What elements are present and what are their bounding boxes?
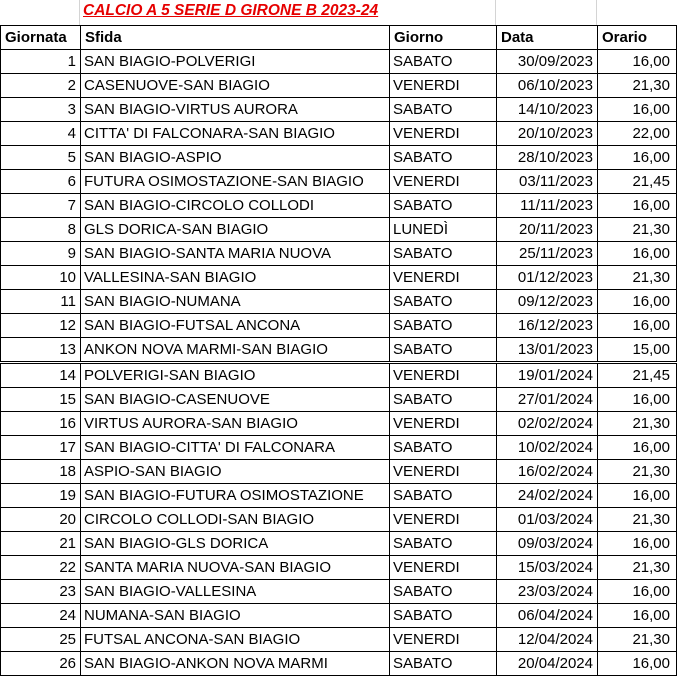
header-sfida[interactable]: Sfida xyxy=(81,26,390,50)
cell-sfida[interactable]: VALLESINA-SAN BIAGIO xyxy=(81,266,390,290)
cell-sfida[interactable]: FUTURA OSIMOSTAZIONE-SAN BIAGIO xyxy=(81,170,390,194)
cell-giorno[interactable]: VENERDI xyxy=(390,460,497,484)
cell-giorno[interactable]: SABATO xyxy=(390,50,497,74)
cell-sfida[interactable]: SAN BIAGIO-NUMANA xyxy=(81,290,390,314)
cell-giorno[interactable]: SABATO xyxy=(390,242,497,266)
cell-orario[interactable]: 21,30 xyxy=(598,460,677,484)
cell-data[interactable]: 01/03/2024 xyxy=(497,508,598,532)
table-row xyxy=(1,484,677,508)
cell-giorno[interactable]: VENERDI xyxy=(390,170,497,194)
cell-giornata[interactable]: 22 xyxy=(1,556,81,580)
grid-cell xyxy=(496,0,597,25)
cell-giorno[interactable]: VENERDI xyxy=(390,122,497,146)
cell-orario[interactable]: 21,30 xyxy=(598,508,677,532)
cell-orario[interactable]: 16,00 xyxy=(598,580,677,604)
cell-giorno[interactable]: VENERDI xyxy=(390,266,497,290)
cell-giorno[interactable]: VENERDI xyxy=(390,508,497,532)
table-row xyxy=(1,218,677,242)
cell-giornata[interactable]: 9 xyxy=(1,242,81,266)
cell-sfida[interactable]: POLVERIGI-SAN BIAGIO xyxy=(81,363,390,388)
cell-orario[interactable]: 21,45 xyxy=(598,170,677,194)
cell-giornata[interactable]: 6 xyxy=(1,170,81,194)
cell-giornata[interactable]: 2 xyxy=(1,74,81,98)
cell-data[interactable]: 06/10/2023 xyxy=(497,74,598,98)
table-row xyxy=(1,242,677,266)
cell-orario[interactable]: 21,30 xyxy=(598,628,677,652)
cell-giornata[interactable]: 18 xyxy=(1,460,81,484)
table-row xyxy=(1,314,677,338)
grid-cell xyxy=(388,0,496,25)
table-row xyxy=(1,50,677,74)
cell-giorno[interactable]: SABATO xyxy=(390,290,497,314)
cell-orario[interactable]: 16,00 xyxy=(598,388,677,412)
cell-giornata[interactable]: 4 xyxy=(1,122,81,146)
cell-data[interactable]: 20/11/2023 xyxy=(497,218,598,242)
cell-orario[interactable]: 21,30 xyxy=(598,74,677,98)
sheet-title: CALCIO A 5 SERIE D GIRONE B 2023-24 xyxy=(83,2,379,19)
header-row xyxy=(1,26,677,50)
cell-giornata[interactable]: 3 xyxy=(1,98,81,122)
cell-sfida[interactable]: GLS DORICA-SAN BIAGIO xyxy=(81,218,390,242)
table-row xyxy=(1,146,677,170)
cell-sfida[interactable]: SAN BIAGIO-VALLESINA xyxy=(81,580,390,604)
cell-data[interactable]: 20/10/2023 xyxy=(497,122,598,146)
table-row xyxy=(1,460,677,484)
cell-data[interactable]: 06/04/2024 xyxy=(497,604,598,628)
table-row xyxy=(1,604,677,628)
cell-orario[interactable]: 16,00 xyxy=(598,290,677,314)
cell-giorno[interactable]: VENERDI xyxy=(390,628,497,652)
table-row xyxy=(1,532,677,556)
cell-giorno[interactable]: SABATO xyxy=(390,532,497,556)
cell-sfida[interactable]: SAN BIAGIO-ANKON NOVA MARMI xyxy=(81,652,390,676)
cell-sfida[interactable]: VIRTUS AURORA-SAN BIAGIO xyxy=(81,412,390,436)
cell-giornata[interactable]: 14 xyxy=(1,363,81,388)
cell-data[interactable]: 14/10/2023 xyxy=(497,98,598,122)
cell-giornata[interactable]: 16 xyxy=(1,412,81,436)
cell-orario[interactable]: 16,00 xyxy=(598,604,677,628)
cell-sfida[interactable]: SAN BIAGIO-CITTA' DI FALCONARA xyxy=(81,436,390,460)
cell-data[interactable]: 24/02/2024 xyxy=(497,484,598,508)
cell-giorno[interactable]: SABATO xyxy=(390,314,497,338)
cell-data[interactable]: 27/01/2024 xyxy=(497,388,598,412)
cell-sfida[interactable]: SAN BIAGIO-FUTURA OSIMOSTAZIONE xyxy=(81,484,390,508)
cell-data[interactable]: 11/11/2023 xyxy=(497,194,598,218)
cell-giorno[interactable]: SABATO xyxy=(390,436,497,460)
cell-data[interactable]: 28/10/2023 xyxy=(497,146,598,170)
cell-data[interactable]: 15/03/2024 xyxy=(497,556,598,580)
cell-orario[interactable]: 22,00 xyxy=(598,122,677,146)
cell-giornata[interactable]: 24 xyxy=(1,604,81,628)
cell-data[interactable]: 09/12/2023 xyxy=(497,290,598,314)
cell-giorno[interactable]: SABATO xyxy=(390,484,497,508)
cell-data[interactable]: 10/02/2024 xyxy=(497,436,598,460)
cell-orario[interactable]: 16,00 xyxy=(598,146,677,170)
schedule-table xyxy=(0,25,677,676)
header-data[interactable]: Data xyxy=(497,26,598,50)
cell-giorno[interactable]: VENERDI xyxy=(390,74,497,98)
table-row xyxy=(1,266,677,290)
table-row xyxy=(1,194,677,218)
cell-sfida[interactable]: CASENUOVE-SAN BIAGIO xyxy=(81,74,390,98)
cell-sfida[interactable]: CITTA' DI FALCONARA-SAN BIAGIO xyxy=(81,122,390,146)
cell-data[interactable]: 16/12/2023 xyxy=(497,314,598,338)
cell-sfida[interactable]: SAN BIAGIO-GLS DORICA xyxy=(81,532,390,556)
cell-orario[interactable]: 21,30 xyxy=(598,556,677,580)
cell-data[interactable]: 09/03/2024 xyxy=(497,532,598,556)
table-row xyxy=(1,122,677,146)
cell-sfida[interactable]: SAN BIAGIO-VIRTUS AURORA xyxy=(81,98,390,122)
cell-giorno[interactable]: SABATO xyxy=(390,338,497,363)
header-giornata[interactable]: Giornata xyxy=(1,26,81,50)
cell-orario[interactable]: 16,00 xyxy=(598,436,677,460)
cell-giornata[interactable]: 26 xyxy=(1,652,81,676)
cell-giorno[interactable]: LUNEDÌ xyxy=(390,218,497,242)
cell-orario[interactable]: 15,00 xyxy=(598,338,677,363)
cell-giorno[interactable]: SABATO xyxy=(390,652,497,676)
cell-sfida[interactable]: SAN BIAGIO-FUTSAL ANCONA xyxy=(81,314,390,338)
cell-giornata[interactable]: 10 xyxy=(1,266,81,290)
table-row xyxy=(1,412,677,436)
table-row xyxy=(1,628,677,652)
cell-data[interactable]: 23/03/2024 xyxy=(497,580,598,604)
cell-sfida[interactable]: NUMANA-SAN BIAGIO xyxy=(81,604,390,628)
cell-sfida[interactable]: CIRCOLO COLLODI-SAN BIAGIO xyxy=(81,508,390,532)
cell-data[interactable]: 01/12/2023 xyxy=(497,266,598,290)
cell-sfida[interactable]: ANKON NOVA MARMI-SAN BIAGIO xyxy=(81,338,390,363)
cell-sfida[interactable]: SAN BIAGIO-CIRCOLO COLLODI xyxy=(81,194,390,218)
cell-sfida[interactable]: SAN BIAGIO-CASENUOVE xyxy=(81,388,390,412)
cell-giornata[interactable]: 15 xyxy=(1,388,81,412)
cell-data[interactable]: 19/01/2024 xyxy=(497,363,598,388)
cell-giornata[interactable]: 19 xyxy=(1,484,81,508)
cell-giorno[interactable]: VENERDI xyxy=(390,556,497,580)
table-row xyxy=(1,580,677,604)
cell-giorno[interactable]: VENERDI xyxy=(390,363,497,388)
cell-giornata[interactable]: 5 xyxy=(1,146,81,170)
cell-orario[interactable]: 16,00 xyxy=(598,652,677,676)
cell-orario[interactable]: 16,00 xyxy=(598,484,677,508)
cell-sfida[interactable]: SANTA MARIA NUOVA-SAN BIAGIO xyxy=(81,556,390,580)
table-row xyxy=(1,556,677,580)
table-row xyxy=(1,363,677,388)
cell-orario[interactable]: 21,30 xyxy=(598,412,677,436)
table-row xyxy=(1,290,677,314)
cell-giorno[interactable]: VENERDI xyxy=(390,412,497,436)
cell-orario[interactable]: 16,00 xyxy=(598,98,677,122)
table-row xyxy=(1,388,677,412)
cell-sfida[interactable]: ASPIO-SAN BIAGIO xyxy=(81,460,390,484)
title-row xyxy=(0,0,678,25)
cell-orario[interactable]: 21,30 xyxy=(598,218,677,242)
table-row xyxy=(1,74,677,98)
cell-data[interactable]: 16/02/2024 xyxy=(497,460,598,484)
cell-giornata[interactable]: 13 xyxy=(1,338,81,363)
cell-giornata[interactable]: 1 xyxy=(1,50,81,74)
table-row xyxy=(1,436,677,460)
cell-data[interactable]: 30/09/2023 xyxy=(497,50,598,74)
cell-giornata[interactable]: 23 xyxy=(1,580,81,604)
grid-cell xyxy=(0,0,80,25)
cell-giornata[interactable]: 25 xyxy=(1,628,81,652)
cell-data[interactable]: 02/02/2024 xyxy=(497,412,598,436)
cell-orario[interactable]: 16,00 xyxy=(598,532,677,556)
cell-data[interactable]: 13/01/2023 xyxy=(497,338,598,363)
cell-giornata[interactable]: 12 xyxy=(1,314,81,338)
cell-sfida[interactable]: SAN BIAGIO-ASPIO xyxy=(81,146,390,170)
cell-giornata[interactable]: 21 xyxy=(1,532,81,556)
table-body xyxy=(1,50,677,676)
cell-sfida[interactable]: FUTSAL ANCONA-SAN BIAGIO xyxy=(81,628,390,652)
cell-giornata[interactable]: 17 xyxy=(1,436,81,460)
cell-giorno[interactable]: SABATO xyxy=(390,580,497,604)
cell-orario[interactable]: 16,00 xyxy=(598,50,677,74)
cell-orario[interactable]: 16,00 xyxy=(598,314,677,338)
table-row xyxy=(1,508,677,532)
cell-sfida[interactable]: SAN BIAGIO-SANTA MARIA NUOVA xyxy=(81,242,390,266)
cell-giornata[interactable]: 8 xyxy=(1,218,81,242)
cell-orario[interactable]: 21,45 xyxy=(598,363,677,388)
cell-giorno[interactable]: SABATO xyxy=(390,604,497,628)
header-giorno[interactable]: Giorno xyxy=(390,26,497,50)
table-row xyxy=(1,98,677,122)
cell-giorno[interactable]: SABATO xyxy=(390,146,497,170)
cell-giornata[interactable]: 11 xyxy=(1,290,81,314)
header-orario[interactable]: Orario xyxy=(598,26,677,50)
cell-data[interactable]: 20/04/2024 xyxy=(497,652,598,676)
cell-giorno[interactable]: SABATO xyxy=(390,98,497,122)
cell-data[interactable]: 12/04/2024 xyxy=(497,628,598,652)
cell-giornata[interactable]: 20 xyxy=(1,508,81,532)
cell-giornata[interactable]: 7 xyxy=(1,194,81,218)
cell-giorno[interactable]: SABATO xyxy=(390,194,497,218)
table-row xyxy=(1,652,677,676)
cell-orario[interactable]: 16,00 xyxy=(598,242,677,266)
cell-data[interactable]: 25/11/2023 xyxy=(497,242,598,266)
cell-orario[interactable]: 21,30 xyxy=(598,266,677,290)
cell-data[interactable]: 03/11/2023 xyxy=(497,170,598,194)
table-row xyxy=(1,170,677,194)
cell-orario[interactable]: 16,00 xyxy=(598,194,677,218)
cell-giorno[interactable]: SABATO xyxy=(390,388,497,412)
cell-sfida[interactable]: SAN BIAGIO-POLVERIGI xyxy=(81,50,390,74)
table-row xyxy=(1,338,677,363)
